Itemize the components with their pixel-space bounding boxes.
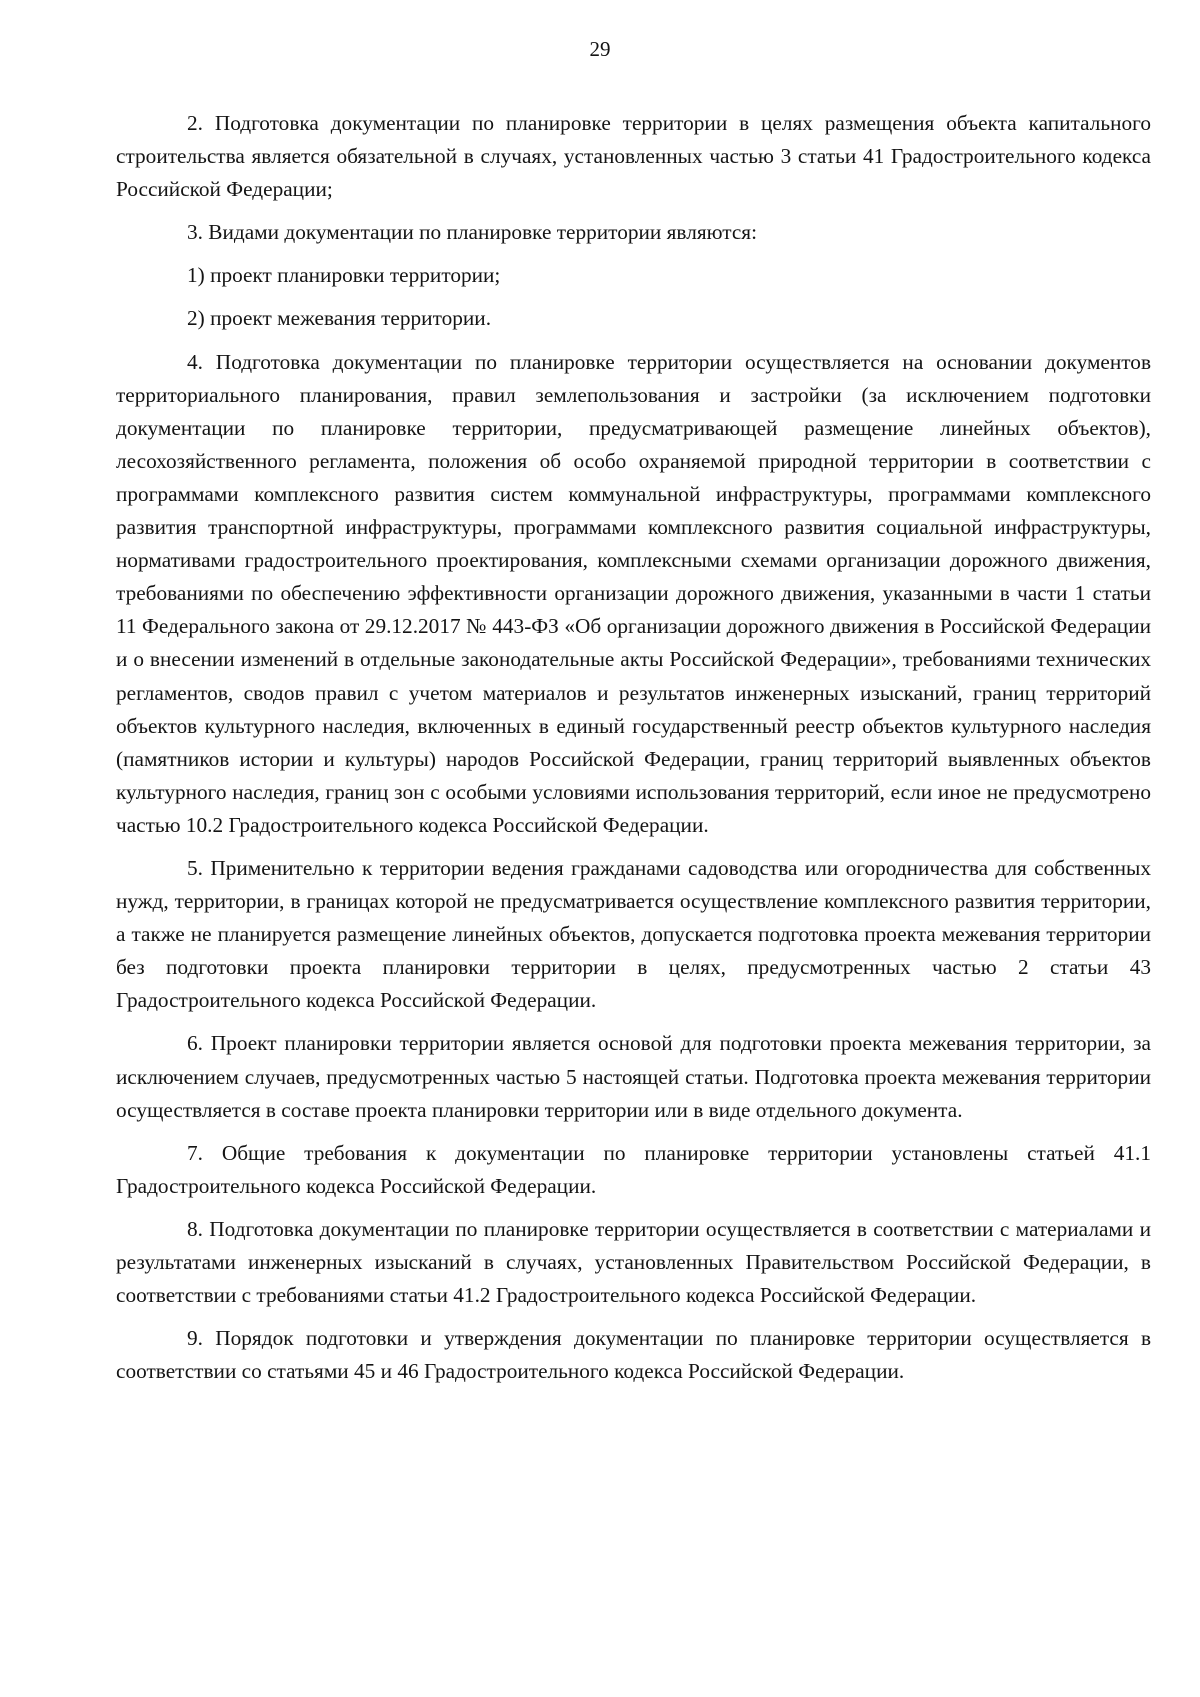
page-number: 29 bbox=[589, 37, 611, 61]
list-item-1: 1) проект планировки территории; bbox=[187, 263, 501, 288]
paragraph-item-6: 6. Проект планировки территории является основой для подготовки проекта межевания территории, за исключением случаев, предусмотренных частью 5 настоящей статьи. Подготовка проекта межевания территории осуществляется в составе проекта планировки территории или в виде отдельного документа. bbox=[116, 1031, 1151, 1122]
paragraph-item-7: 7. Общие требования к документации по планировке территории установлены статьей 41.1 Градостроительного кодекса Российской Федерации. bbox=[116, 1140, 1151, 1198]
paragraph-item-5: 5. Применительно к территории ведения гражданами садоводства или огородничества для собственных нужд, территории, в границах которой не предусматривается осуществление комплексного развития территории, а также не планируется размещение линейных объектов, допускается подготовка проекта межевания территории без подготовки проекта планировки территории в целях, предусмотренных частью 2 статьи 43 Градостроительного кодекса Российской Федерации. bbox=[116, 855, 1151, 1013]
document-body bbox=[116, 107, 1151, 1398]
paragraph-item-2: 2. Подготовка документации по планировке территории в целях размещения объекта капитального строительства является обязательной в случаях, установленных частью 3 статьи 41 Градостроительного кодекса Российской Федерации; bbox=[116, 111, 1151, 202]
paragraph-item-8: 8. Подготовка документации по планировке территории осуществляется в соответствии с материалами и результатами инженерных изысканий в случаях, установленных Правительством Российской Федерации, в соответствии с требованиями статьи 41.2 Градостроительного кодекса Российской Федерации. bbox=[116, 1216, 1151, 1308]
paragraph-item-4: 4. Подготовка документации по планировке территории осуществляется на основании документов территориального планирования, правил землепользования и застройки (за исключением подготовки документации по планировке территории, предусматривающей размещение линейных объектов), лесохозяйственного регламента, положения об особо охраняемой природной территории в соответствии с программами комплексного развития систем коммунальной инфраструктуры, программами комплексного развития транспортной инфраструктуры, программами комплексного развития социальной инфраструктуры, нормативами градостроительного проектирования, комплексными схемами организации дорожного движения, требованиями по обеспечению эффективности организации дорожного движения, указанными в части 1 статьи 11 Федерального закона от 29.12.2017 № 443-ФЗ «Об организации дорожного движения в Российской Федерации и о внесении изменений в отдельные законодательные акты Российской Федерации», требованиями технических регламентов, сводов правил с учетом материалов и результатов инженерных изысканий, границ территорий объектов культурного наследия, включенных в единый государственный реестр объектов культурного наследия (памятников истории и культуры) народов Российской Федерации, границ территорий выявленных объектов культурного наследия, границ зон с особыми условиями использования территорий, если иное не предусмотрено частью 10.2 Градостроительного кодекса Российской Федерации. bbox=[116, 349, 1151, 837]
list-item-2: 2) проект межевания территории. bbox=[187, 306, 492, 331]
paragraph-item-9: 9. Порядок подготовки и утверждения документации по планировке территории осуществляется в соответствии со статьями 45 и 46 Градостроительного кодекса Российской Федерации. bbox=[116, 1326, 1151, 1384]
paragraph-item-3: 3. Видами документации по планировке территории являются: bbox=[187, 220, 757, 245]
